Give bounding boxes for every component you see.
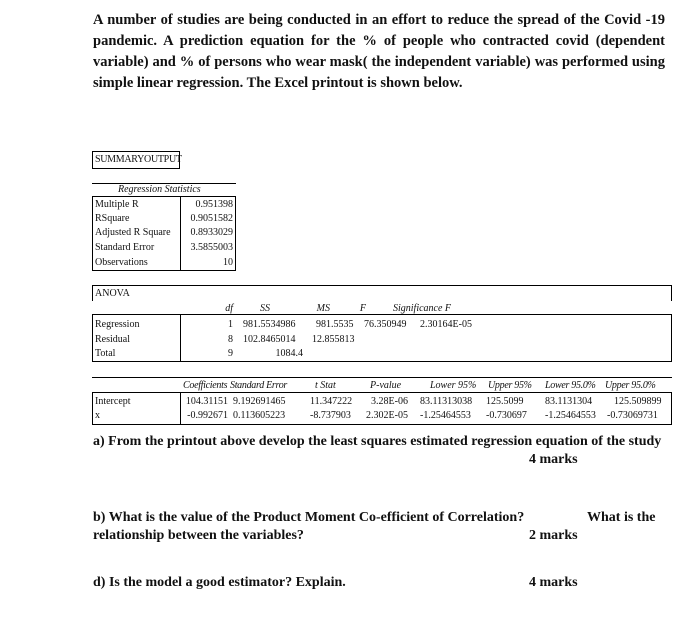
reg-stat-label: Multiple R — [95, 199, 139, 210]
coef-cell: 9.192691465 — [233, 396, 286, 407]
coef-cell: 83.1131304 — [545, 396, 593, 407]
coef-cell: -8.737903 — [310, 410, 351, 421]
anova-cell: 8 — [228, 334, 233, 345]
anova-header-df: df — [225, 303, 233, 314]
reg-stat-value: 0.951398 — [195, 199, 233, 210]
coef-header: Upper 95% — [488, 380, 532, 391]
reg-stats-divider — [180, 197, 181, 271]
coef-cell: -0.730697 — [486, 410, 527, 421]
reg-stat-label: RSquare — [95, 213, 130, 224]
coef-header: t Stat — [315, 380, 336, 391]
coef-header: P-value — [370, 380, 402, 391]
coef-body-box — [92, 393, 672, 425]
coef-header: Coefficients — [183, 380, 228, 391]
coef-cell: 3.28E-06 — [371, 396, 408, 407]
anova-title-cell — [92, 285, 672, 301]
reg-stat-value: 10 — [223, 257, 233, 268]
question-b-marks: 2 marks — [529, 528, 578, 543]
anova-cell: 2.30164E-05 — [420, 319, 472, 330]
anova-row-label: Regression — [95, 319, 140, 330]
summary-title: SUMMARYOUTPUT — [95, 154, 182, 165]
anova-cell: 1084.4 — [275, 348, 303, 359]
coef-row-label: x — [95, 410, 100, 421]
coef-row-label: Intercept — [95, 396, 131, 407]
anova-cell: 1 — [228, 319, 233, 330]
anova-cell: 9 — [228, 348, 233, 359]
coef-cell: 125.509899 — [614, 396, 662, 407]
coef-header: Upper 95.0% — [605, 380, 656, 391]
intro-paragraph: A number of studies are being conducted in an effort to reduce the spread of the Covid -19 pandemic. A prediction equation for the % of people who contracted covid (dependent variable) and % of persons who wear mask( the independent variable) was performed using simple linear regression. The Excel printout is shown below. — [93, 12, 665, 91]
anova-cell: 76.350949 — [364, 319, 407, 330]
coef-cell: 125.5099 — [486, 396, 524, 407]
coef-label-divider — [180, 393, 181, 425]
coef-cell: -1.25464553 — [545, 410, 596, 421]
reg-stat-value: 3.5855003 — [190, 242, 233, 253]
anova-body-box — [92, 315, 672, 362]
anova-header-f: F — [359, 303, 366, 314]
reg-stat-value: 0.9051582 — [190, 213, 233, 224]
question-b-line2: relationship between the variables? — [93, 528, 304, 543]
reg-stats-header: Regression Statistics — [118, 184, 201, 195]
anova-cell: 981.5535 — [316, 319, 354, 330]
reg-stat-label: Adjusted R Square — [95, 227, 171, 238]
coef-cell: 11.347222 — [310, 396, 353, 407]
anova-header-ss: SS — [260, 303, 270, 314]
coef-cell: -0.73069731 — [607, 410, 658, 421]
reg-stat-label: Standard Error — [95, 242, 155, 253]
coef-cell: -0.992671 — [187, 410, 228, 421]
reg-stat-label: Observations — [95, 257, 148, 268]
question-d-marks: 4 marks — [529, 575, 578, 590]
question-a-marks: 4 marks — [529, 452, 578, 467]
anova-row-label: Residual — [95, 334, 130, 345]
coef-cell: 0.113605223 — [233, 410, 286, 421]
coef-header: Lower 95.0% — [545, 380, 596, 391]
anova-label-divider — [180, 315, 181, 362]
coef-top-line — [92, 377, 672, 378]
coef-header: Lower 95% — [430, 380, 477, 391]
question-b-line1-end: What is the — [587, 510, 656, 525]
reg-stat-value: 0.8933029 — [190, 227, 233, 238]
question-a: a) From the printout above develop the least squares estimated regression equation of the study — [93, 434, 662, 449]
anova-cell: 12.855813 — [312, 334, 355, 345]
anova-cell: 102.8465014 — [243, 334, 296, 345]
question-b-line1: b) What is the value of the Product Moment Co-efficient of Correlation? — [93, 510, 525, 525]
anova-row-label: Total — [95, 348, 116, 359]
coef-cell: -1.25464553 — [420, 410, 471, 421]
coef-cell: 2.302E-05 — [366, 410, 408, 421]
coef-cell: 83.11313038 — [420, 396, 473, 407]
anova-title: ANOVA — [95, 288, 130, 299]
anova-header-sig: Significance F — [393, 303, 452, 314]
coef-header: Standard Error — [230, 380, 288, 391]
question-d: d) Is the model a good estimator? Explain. — [93, 575, 346, 590]
anova-cell: 981.5534986 — [243, 319, 296, 330]
anova-header-ms: MS — [316, 303, 330, 314]
coef-cell: 104.31151 — [185, 396, 228, 407]
